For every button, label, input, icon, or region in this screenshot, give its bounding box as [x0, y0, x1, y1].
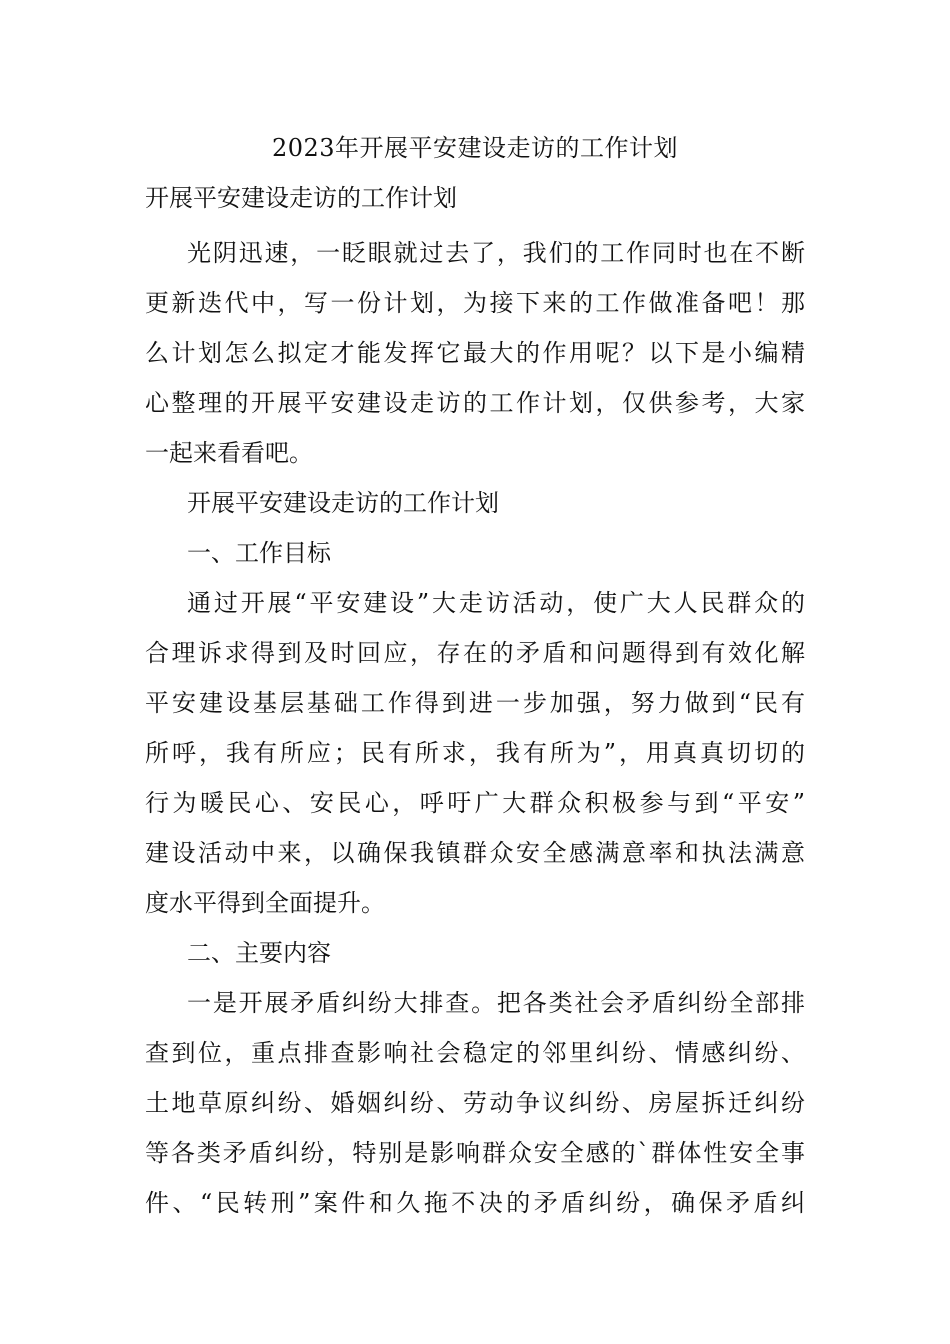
- paragraph-line: 开展平安建设走访的工作计划: [187, 489, 499, 517]
- paragraph-line: 一、工作目标: [187, 539, 331, 567]
- document-subtitle: 开展平安建设走访的工作计划: [145, 184, 457, 212]
- paragraph-line: 查到位，重点排查影响社会稳定的邻里纠纷、情感纠纷、: [145, 1039, 805, 1067]
- paragraph-line: 合理诉求得到及时回应，存在的矛盾和问题得到有效化解: [145, 639, 805, 667]
- paragraph-line: 通过开展“平安建设”大走访活动，使广大人民群众的: [187, 589, 805, 617]
- document-title: 2023年开展平安建设走访的工作计划: [271, 134, 679, 162]
- paragraph-line: 平安建设基层基础工作得到进一步加强，努力做到“民有: [145, 689, 805, 717]
- paragraph-line: 等各类矛盾纠纷，特别是影响群众安全感的`群体性安全事: [145, 1139, 805, 1167]
- paragraph-line: 心整理的开展平安建设走访的工作计划，仅供参考，大家: [145, 389, 805, 417]
- paragraph-line: 建设活动中来，以确保我镇群众安全感满意率和执法满意: [145, 839, 805, 867]
- document-body: [145, 228, 805, 1228]
- paragraph-line: 件、“民转刑”案件和久拖不决的矛盾纠纷，确保矛盾纠: [145, 1189, 805, 1217]
- paragraph-line: 所呼，我有所应；民有所求，我有所为”，用真真切切的: [145, 739, 805, 767]
- paragraph-line: 么计划怎么拟定才能发挥它最大的作用呢？以下是小编精: [145, 339, 805, 367]
- paragraph-line: 土地草原纠纷、婚姻纠纷、劳动争议纠纷、房屋拆迁纠纷: [145, 1089, 805, 1117]
- paragraph-line: 度水平得到全面提升。: [145, 889, 385, 917]
- paragraph-line: 光阴迅速，一眨眼就过去了，我们的工作同时也在不断: [187, 239, 805, 267]
- paragraph-line: 更新迭代中，写一份计划，为接下来的工作做准备吧！那: [145, 289, 805, 317]
- paragraph-line: 行为暖民心、安民心，呼吁广大群众积极参与到“平安”: [145, 789, 805, 817]
- paragraph-line: 一起来看看吧。: [145, 439, 313, 467]
- paragraph-line: 一是开展矛盾纠纷大排查。把各类社会矛盾纠纷全部排: [187, 989, 805, 1017]
- paragraph-line: 二、主要内容: [187, 939, 331, 967]
